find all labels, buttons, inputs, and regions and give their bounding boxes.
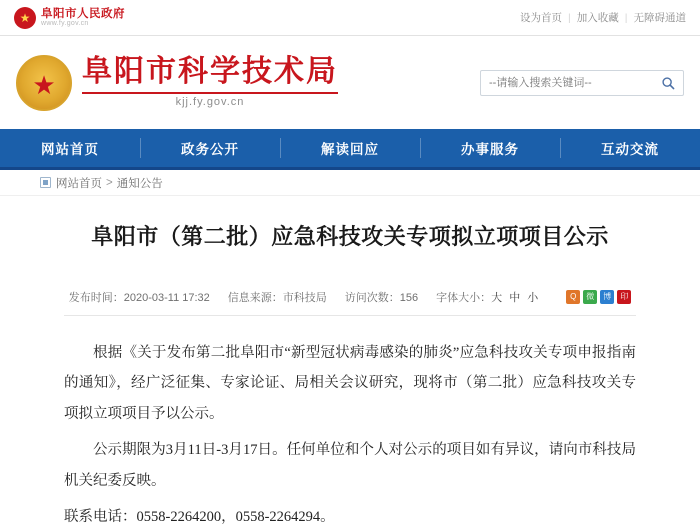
views-group xyxy=(345,289,418,305)
breadcrumb-item-home[interactable]: 网站首页 xyxy=(56,177,102,190)
article-container xyxy=(0,196,700,532)
set-homepage-link[interactable]: 设为首页 xyxy=(520,12,563,24)
main-navigation xyxy=(0,129,700,167)
breadcrumb-separator: > xyxy=(106,176,113,189)
share-qq-icon[interactable]: Q xyxy=(566,290,580,304)
link-separator-2: | xyxy=(624,11,628,24)
publish-time-value: 2020-03-11 17:32 xyxy=(123,291,210,304)
article-paragraph-2: 公示期限为3月11日-3月17日。任何单位和个人对公示的项目如有异议，请向市科技局机关纪委反映。 xyxy=(64,442,636,489)
fontsize-label: 字体大小： xyxy=(436,291,492,304)
nav-item-government-affairs[interactable]: 政务公开 xyxy=(140,129,280,167)
fontsize-options[interactable]: 大 中 小 xyxy=(491,291,541,304)
share-weibo-icon[interactable]: 博 xyxy=(600,290,614,304)
bureau-emblem-icon xyxy=(16,55,72,111)
nav-item-interpretation[interactable]: 解读回应 xyxy=(280,129,420,167)
site-brand[interactable] xyxy=(16,55,338,111)
nav-item-home[interactable]: 网站首页 xyxy=(41,142,99,157)
utility-links xyxy=(520,10,686,25)
meta-divider xyxy=(64,315,636,316)
government-name: 阜阳市人民政府 xyxy=(41,7,125,20)
page-title: 阜阳市（第二批）应急科技攻关专项拟立项项目公示 xyxy=(91,224,609,249)
article-body xyxy=(64,338,636,532)
title-underline xyxy=(82,92,338,94)
site-banner xyxy=(0,36,700,129)
publish-time-label: 发布时间： xyxy=(68,291,124,304)
site-url: kjj.fy.gov.cn xyxy=(175,96,245,108)
share-wechat-icon[interactable]: 微 xyxy=(583,290,597,304)
source-group xyxy=(228,289,327,305)
home-icon xyxy=(40,177,51,188)
search-button[interactable] xyxy=(653,71,683,95)
views-label: 访问次数： xyxy=(344,291,400,304)
national-emblem-icon xyxy=(14,7,36,29)
print-icon[interactable]: 印 xyxy=(617,290,631,304)
publish-time-group xyxy=(69,289,210,305)
breadcrumb xyxy=(0,170,700,196)
article-paragraph-1: 根据《关于发布第二批阜阳市“新型冠状病毒感染的肺炎”应急科技攻关专项申报指南的通知》，经广泛征集、专家论证、局相关会议研究，现将市（第二批）应急科技攻关专项拟立项项目予以公示。 xyxy=(64,344,636,422)
share-tools xyxy=(566,290,631,304)
government-top-bar xyxy=(0,0,700,36)
add-favorite-link[interactable]: 加入收藏 xyxy=(576,12,619,24)
site-title: 阜阳市科学技术局 xyxy=(82,55,338,88)
link-separator-1: | xyxy=(568,11,571,24)
search-box[interactable] xyxy=(480,70,684,96)
nav-item-interaction[interactable]: 互动交流 xyxy=(560,129,700,167)
source-label: 信息来源： xyxy=(227,291,283,304)
breadcrumb-item-notice[interactable]: 通知公告 xyxy=(116,177,163,190)
nav-item-services[interactable]: 办事服务 xyxy=(420,129,560,167)
article-paragraph-3: 联系电话：0558-2264200，0558-2264294。 xyxy=(64,508,335,525)
fontsize-group xyxy=(436,289,540,305)
government-logo[interactable] xyxy=(14,7,125,29)
views-value: 156 xyxy=(399,291,419,304)
accessibility-link[interactable]: 无障碍通道 xyxy=(633,12,686,24)
article-meta xyxy=(64,289,636,305)
source-value: 市科技局 xyxy=(282,291,327,304)
search-input[interactable] xyxy=(481,71,653,95)
government-url: www.fy.gov.cn xyxy=(41,19,89,27)
search-icon xyxy=(661,76,675,90)
